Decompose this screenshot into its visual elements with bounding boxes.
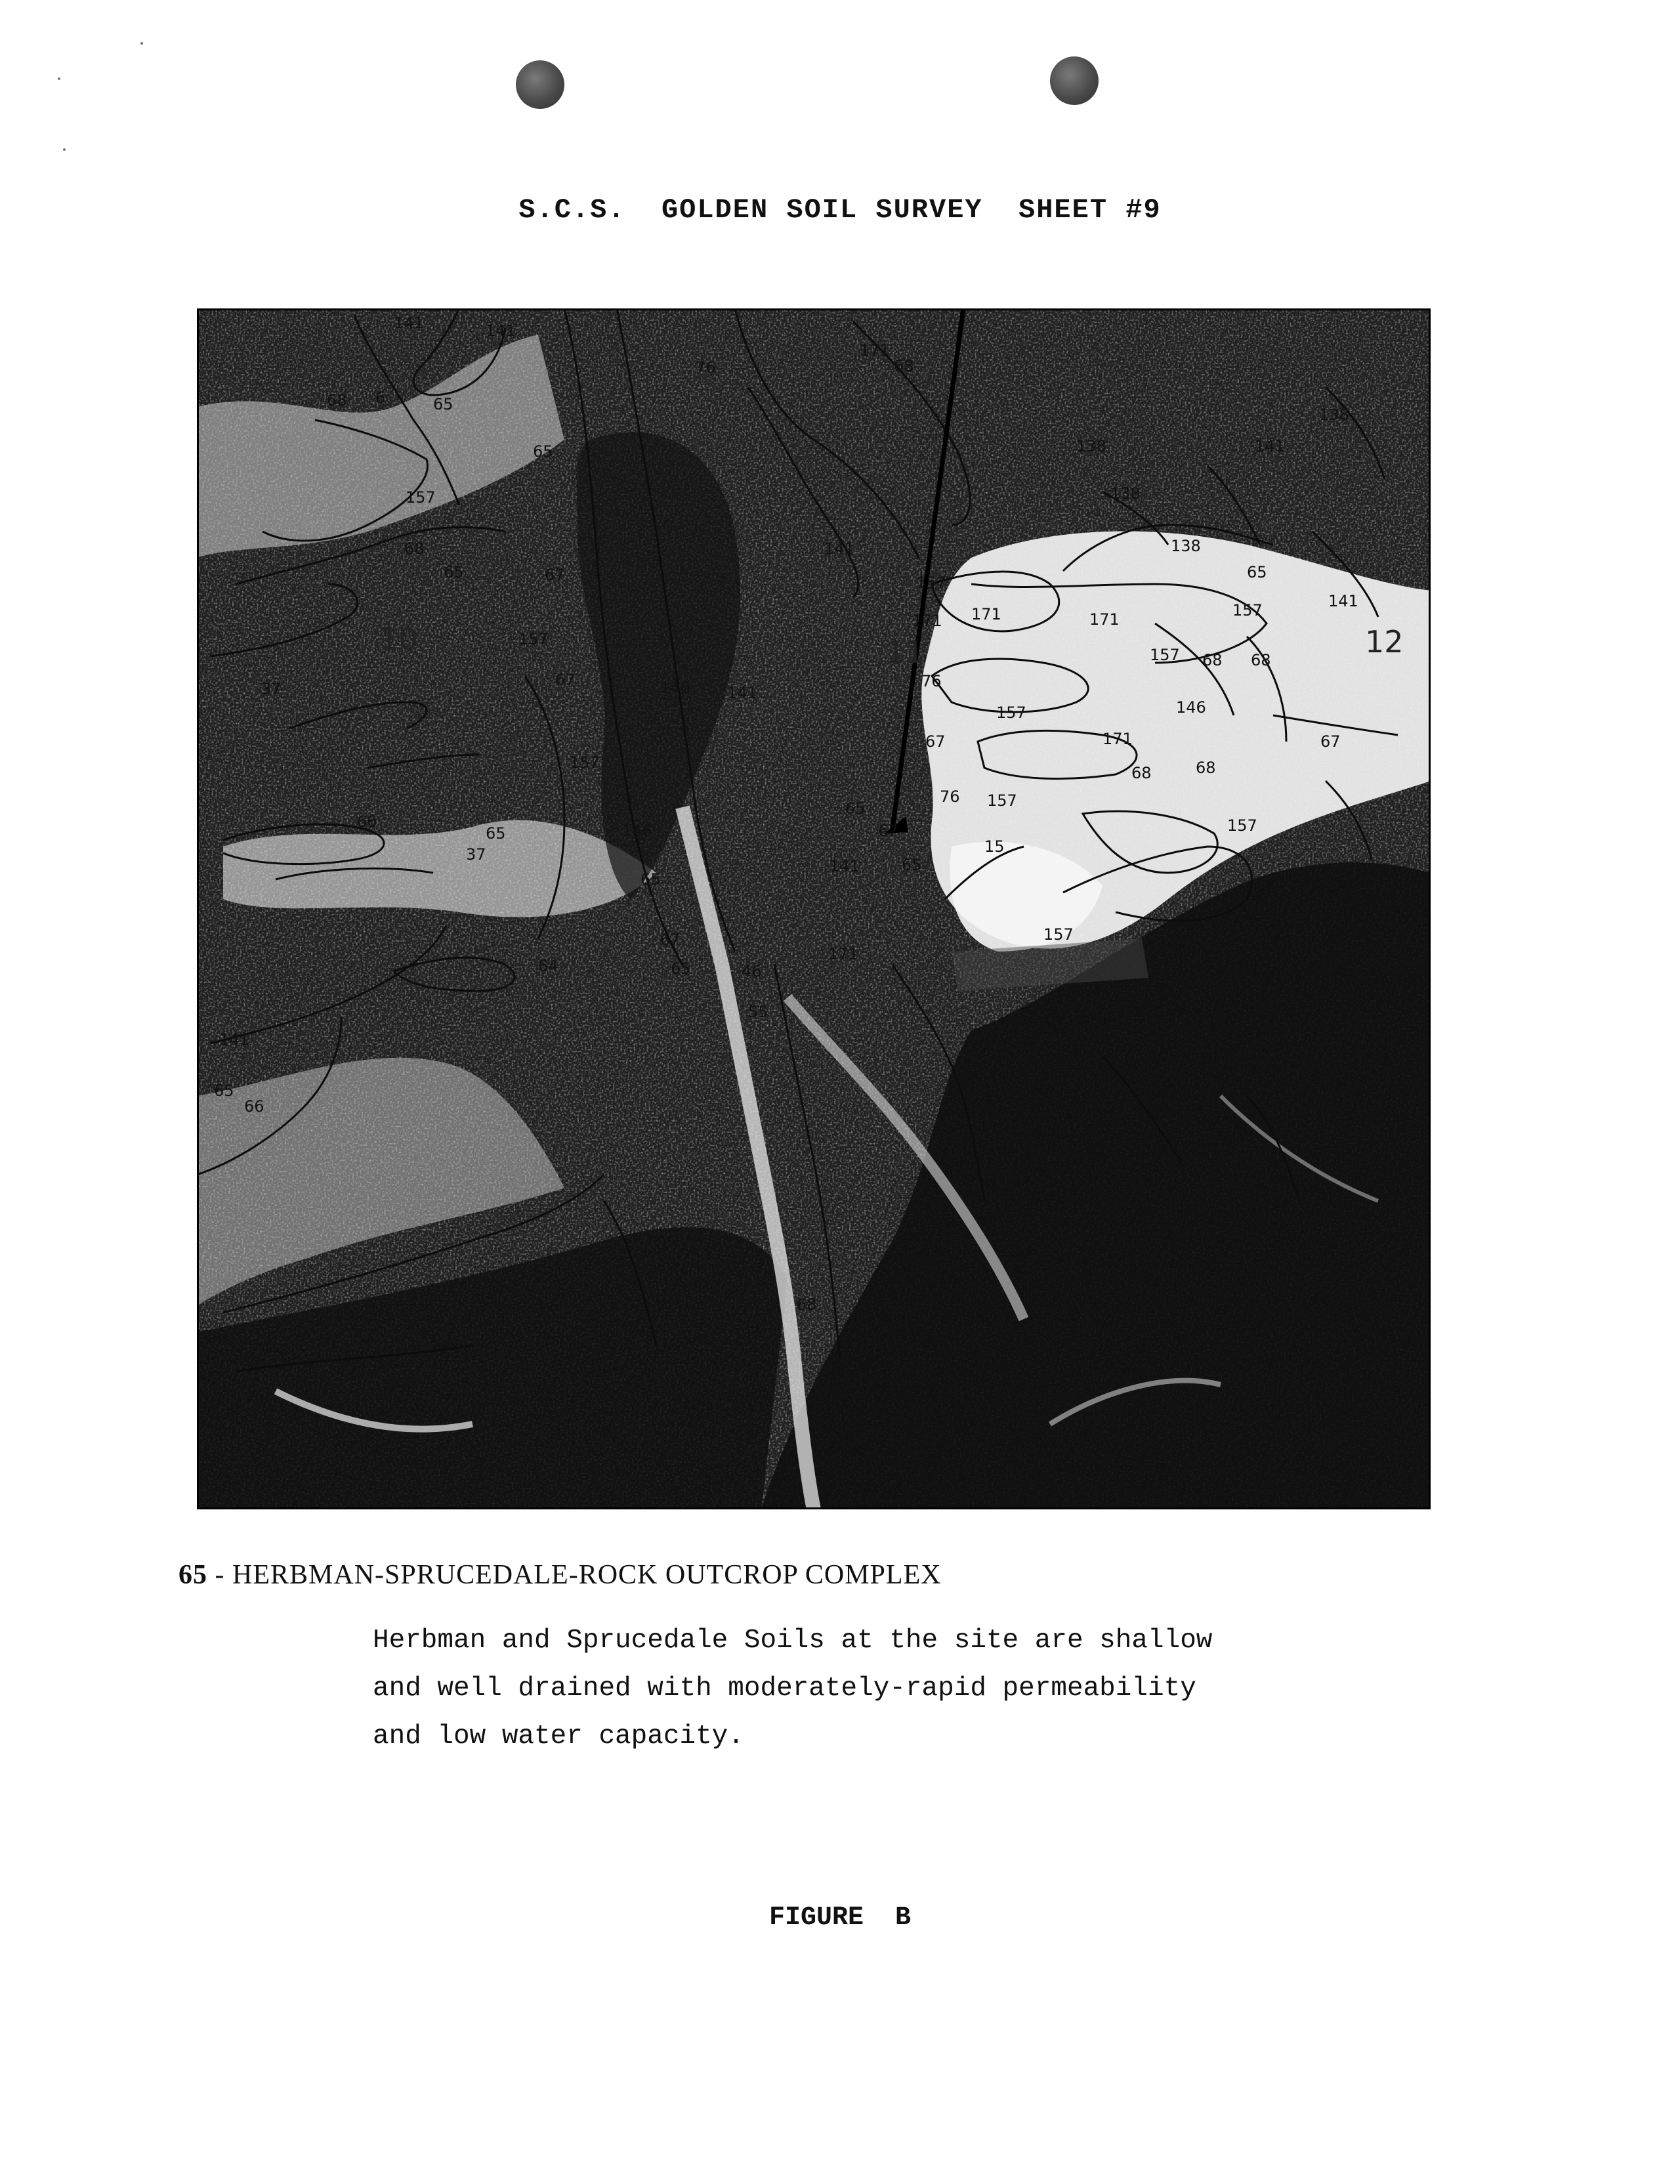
soil-unit-label: 157: [1076, 1141, 1106, 1159]
soil-unit-label: 67: [878, 822, 898, 840]
soil-unit-label: 68: [327, 391, 347, 410]
description-line: and well drained with moderately-rapid permeability: [373, 1673, 1196, 1704]
soil-unit-label: 65: [444, 563, 464, 581]
soil-unit-label: 157: [1150, 646, 1180, 664]
soil-unit-label: 65: [433, 395, 453, 413]
soil-unit-label: 141: [1328, 592, 1358, 610]
soil-unit-label: 171: [828, 945, 858, 963]
soil-unit-label: 6: [375, 388, 386, 407]
section-number-label: 10: [379, 621, 418, 657]
soil-unit-label: 76: [696, 358, 716, 377]
soil-unit-label: 65: [214, 1082, 234, 1100]
punch-hole-left: [516, 60, 564, 109]
soil-unit-label: 157: [916, 574, 946, 592]
soil-unit-label: 65: [845, 799, 866, 818]
soil-unit-label: 171: [1089, 610, 1120, 629]
soil-unit-label: 141: [394, 314, 424, 332]
figure-label: FIGURE B: [768, 1903, 912, 1933]
soil-unit-label: 37: [261, 680, 282, 698]
soil-unit-label: 146: [622, 822, 652, 840]
soil-unit-label: 171: [971, 605, 1001, 623]
soil-unit-label: 67: [545, 566, 565, 584]
soil-unit-label: 68: [1196, 759, 1216, 777]
soil-unit-description: [373, 1617, 1488, 1761]
aerial-photo-map-svg: [197, 308, 1431, 1509]
soil-unit-label: 65: [1247, 563, 1267, 581]
soil-unit-label: 68: [1131, 764, 1152, 782]
soil-unit-label: 65: [640, 870, 661, 889]
soil-unit-label: 67: [660, 931, 681, 949]
section-number-label: 12: [1365, 624, 1404, 660]
soil-unit-label: 76: [921, 672, 942, 690]
soil-unit-label: 64: [538, 957, 558, 975]
soil-unit-label: 76: [940, 788, 960, 806]
soil-unit-name: HERBMAN-SPRUCEDALE-ROCK OUTCROP COMPLEX: [232, 1560, 942, 1590]
soil-unit-label: 55: [748, 1003, 768, 1021]
soil-unit-label: 65: [902, 856, 922, 874]
scan-speck: [58, 77, 60, 80]
soil-unit-label: 65: [486, 824, 506, 843]
soil-unit-label: 66: [244, 1097, 264, 1116]
soil-unit-label: 157: [518, 630, 549, 648]
soil-unit-label: 15: [984, 837, 1005, 856]
soil-unit-label: 68: [1202, 651, 1223, 669]
soil-unit-label: 68: [797, 1295, 817, 1314]
scan-speck: [63, 148, 66, 151]
soil-unit-label: 66: [357, 812, 377, 831]
soil-unit-label: 141: [219, 1030, 249, 1049]
soil-unit-label: 141: [1255, 437, 1285, 455]
soil-unit-label: 141: [727, 684, 757, 702]
soil-unit-label: 67: [925, 732, 946, 751]
soil-unit-label: 141: [830, 857, 860, 875]
soil-unit-label: 68: [1251, 651, 1271, 669]
soil-unit-label: 141: [486, 322, 516, 340]
soil-unit-label: 37: [466, 845, 486, 864]
soil-unit-code: 65: [178, 1560, 207, 1590]
soil-unit-label: 157: [996, 704, 1026, 722]
soil-unit-label: 138: [1076, 437, 1106, 455]
soil-unit-label: 68: [894, 357, 914, 375]
soil-unit-label: 171: [912, 612, 942, 630]
soil-unit-label: 146: [660, 679, 690, 697]
soil-unit-label: 157: [1043, 925, 1074, 944]
soil-unit-label: 141: [824, 539, 854, 558]
description-line: and low water capacity.: [373, 1721, 744, 1752]
soil-unit-label: 65: [671, 959, 691, 978]
soil-unit-label: 67: [1320, 732, 1341, 751]
soil-unit-label: 157: [1227, 816, 1257, 835]
soil-unit-label: 146: [1176, 698, 1206, 717]
page-title: S.C.S. GOLDEN SOIL SURVEY SHEET #9: [518, 194, 1162, 226]
soil-unit-label: 171: [860, 341, 890, 360]
soil-unit-label: 157: [406, 488, 436, 507]
soil-unit-label: 138: [1171, 537, 1201, 555]
soil-unit-label: 138: [1319, 406, 1349, 424]
soil-survey-aerial-map: [197, 308, 1431, 1509]
soil-unit-label: 67: [1030, 1082, 1051, 1100]
soil-unit-label: 138: [1110, 484, 1141, 503]
soil-unit-label: 65: [533, 442, 553, 461]
soil-unit-label: 157: [1232, 601, 1263, 620]
description-line: Herbman and Sprucedale Soils at the site are shallow: [373, 1626, 1213, 1656]
soil-unit-label: 157: [987, 791, 1017, 810]
soil-unit-legend-heading: [178, 1559, 942, 1591]
soil-unit-label: 157: [570, 753, 600, 772]
soil-unit-label: 68: [404, 539, 425, 558]
section-number-label: 11: [886, 635, 925, 670]
soil-unit-label: 171: [1102, 730, 1133, 748]
legend-separator: -: [215, 1560, 225, 1590]
soil-unit-label: 65: [881, 1383, 901, 1402]
soil-unit-label: 67: [555, 671, 576, 689]
soil-unit-label: 46: [742, 962, 762, 980]
scan-speck: [140, 42, 143, 45]
punch-hole-right: [1050, 56, 1099, 105]
